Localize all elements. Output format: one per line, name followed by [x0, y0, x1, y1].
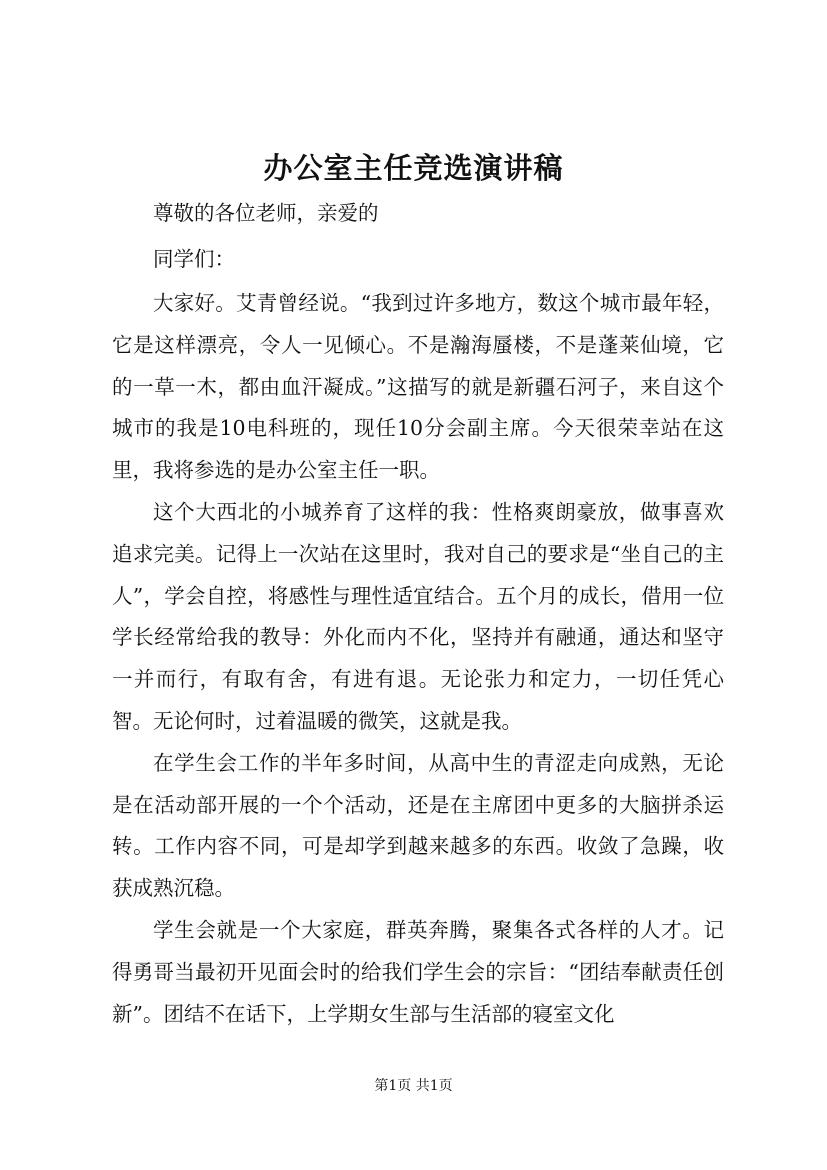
page-number-footer: 第1页 共1页	[374, 1078, 453, 1094]
paragraph-1: 大家好。艾青曾经说。“我到过许多地方，数这个城市最年轻，它是这样漂亮，令人一见倾心。不是瀚海蜃楼，不是蓬莱仙境，它的一草一木，都由血汗凝成。”这描写的就是新疆石河子，来自这个城市的我是10电科班的，现任10分会副主席。今天很荣幸站在这里，我将参选的是办公室主任一职。	[112, 291, 724, 483]
paragraph-4: 学生会就是一个大家庭，群英奔腾，聚集各式各样的人才。记得勇哥当最初开见面会时的给我们学生会的宗旨：“团结奉献责任创新”。团结不在话下，上学期女生部与生活部的寝室文化	[112, 917, 724, 1026]
paragraph-3: 在学生会工作的半年多时间，从高中生的青涩走向成熟，无论是在活动部开展的一个个活动，还是在主席团中更多的大脑拼杀运转。工作内容不同，可是却学到越来越多的东西。收敛了急躁，收获成熟沉稳。	[112, 750, 724, 901]
document-body	[112, 283, 724, 1035]
greeting-line-1: 尊敬的各位老师，亲爱的	[153, 201, 379, 225]
paragraph-2: 这个大西北的小城养育了这样的我：性格爽朗豪放，做事喜欢追求完美。记得上一次站在这里时，我对自己的要求是“坐自己的主人”，学会自控，将感性与理性适宜结合。五个月的成长，借用一位学长经常给我的教导：外化而内不化，坚持并有融通，通达和坚守一并而行，有取有舍，有进有退。无论张力和定力，一切任凭心智。无论何时，过着温暖的微笑，这就是我。	[112, 499, 724, 733]
greeting-line-2: 同学们：	[153, 247, 235, 271]
document-title: 办公室主任竞选演讲稿	[263, 151, 564, 185]
